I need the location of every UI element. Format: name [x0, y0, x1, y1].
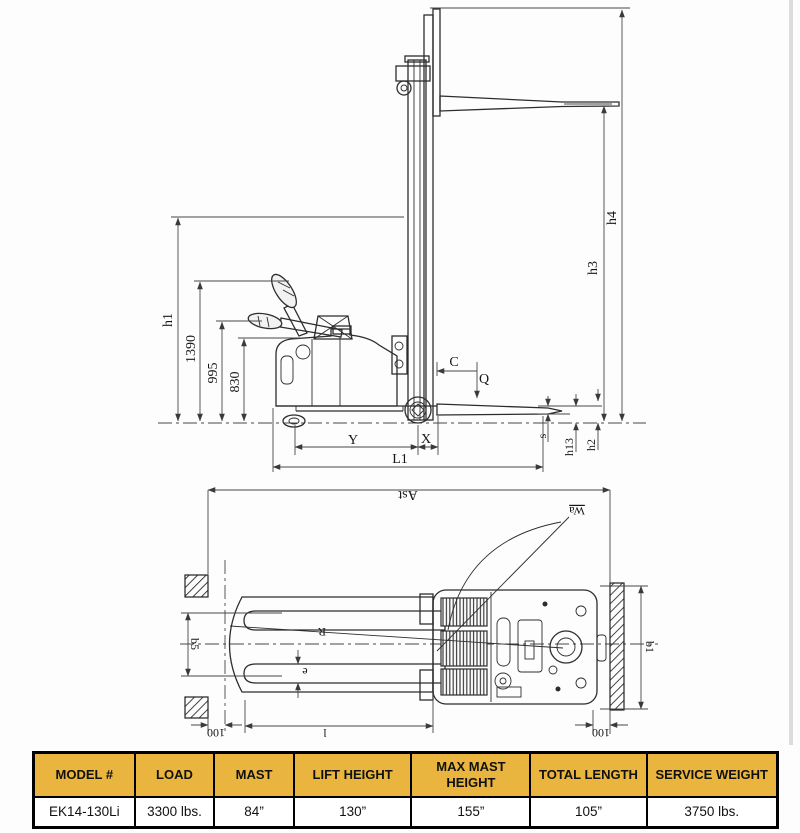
dim-label-x: X [420, 432, 432, 447]
spec-header-total-length: TOTAL LENGTH [530, 753, 646, 798]
spec-value-service-weight: 3750 lbs. [647, 797, 778, 828]
dim-label-100-left: 100 [207, 726, 225, 740]
dim-label-100-right: 100 [592, 726, 610, 740]
dim-label-e: e [302, 665, 308, 679]
top-view-drawing [180, 487, 658, 740]
spec-value-row [34, 797, 778, 828]
spec-header-max-mast-height: MAX MAST HEIGHT [411, 753, 530, 798]
spec-header-model: MODEL # [34, 753, 135, 798]
dim-label-r: R [317, 625, 327, 639]
spec-header-row [34, 753, 778, 798]
spec-value-mast: 84” [214, 797, 294, 828]
dim-label-h3: h3 [586, 261, 601, 275]
spec-table-container [32, 751, 779, 829]
dim-label-l: l [323, 726, 327, 740]
dim-label-l1: L1 [392, 452, 408, 467]
raised-fork [440, 96, 619, 111]
dim-label-995: 995 [206, 362, 221, 384]
mast [392, 9, 440, 420]
spec-value-load: 3300 lbs. [135, 797, 215, 828]
dim-label-830: 830 [228, 371, 243, 393]
dim-label-q: Q [478, 372, 490, 387]
dim-label-b1: b1 [643, 641, 657, 653]
scan-edge-band [789, 0, 793, 745]
dim-label-ast: Ast [398, 487, 418, 502]
pallet-and-forks [230, 597, 446, 692]
spec-header-lift-height: LIFT HEIGHT [294, 753, 412, 798]
dim-label-wa: Wa [569, 504, 585, 518]
spec-value-model: EK14-130Li [34, 797, 135, 828]
wheels [283, 397, 431, 427]
dim-label-y: Y [347, 433, 359, 448]
dim-label-s: s [535, 433, 549, 439]
spec-value-max-mast-height: 155” [411, 797, 530, 828]
dim-label-h2: h2 [584, 439, 598, 451]
side-view-drawing [158, 8, 646, 472]
dim-label-h4: h4 [605, 211, 620, 225]
spec-value-lift-height: 130” [294, 797, 412, 828]
dim-label-b5: b5 [188, 638, 202, 650]
dim-label-h13: h13 [562, 438, 576, 456]
side-view-dimensions [171, 8, 630, 472]
spec-header-load: LOAD [135, 753, 215, 798]
truck-body-top [420, 590, 606, 704]
spec-value-total-length: 105” [530, 797, 646, 828]
dim-label-h1: h1 [161, 313, 176, 327]
dim-label-c: C [449, 355, 459, 370]
spec-header-mast: MAST [214, 753, 294, 798]
spec-header-service-weight: SERVICE WEIGHT [647, 753, 778, 798]
spec-table [32, 751, 779, 829]
dim-label-1390: 1390 [184, 335, 199, 363]
